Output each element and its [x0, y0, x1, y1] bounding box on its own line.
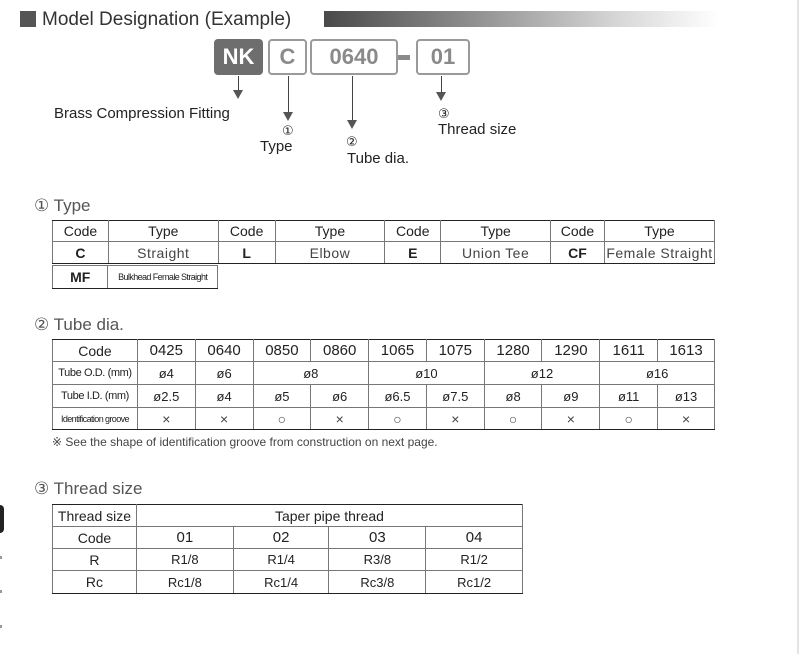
model-part-tube: 0640	[310, 39, 398, 75]
model-part-nk: NK	[214, 39, 263, 75]
model-part-thread: 01	[416, 39, 470, 75]
tube-id-value: ø4	[195, 385, 253, 408]
thread-code: 03	[329, 527, 426, 549]
tube-id-label: Tube I.D. (mm)	[53, 385, 138, 408]
type-name: Bulkhead Female Straight	[108, 266, 218, 289]
type-code: CF	[551, 242, 605, 264]
tube-arrow-icon	[347, 120, 357, 129]
page-title: Model Designation (Example)	[42, 9, 292, 30]
thread-section-title: ③ Thread size	[34, 479, 143, 498]
type-header-code: Code	[218, 221, 275, 242]
type-code: MF	[53, 266, 108, 289]
tube-code: 1611	[600, 340, 658, 362]
type-header-type: Type	[275, 221, 385, 242]
type-name: Female Straight	[604, 242, 714, 264]
thread-head-label: Thread size	[53, 505, 137, 527]
type-header-type: Type	[441, 221, 551, 242]
groove-note: ※ See the shape of identification groove from construction on next page.	[52, 435, 438, 449]
nk-arrow-icon	[233, 90, 243, 99]
thread-rc-value: Rc1/4	[233, 571, 329, 594]
tube-code: 1280	[484, 340, 542, 362]
type-code: L	[218, 242, 275, 264]
type-label: Type	[260, 138, 293, 155]
thread-r-label: R	[53, 549, 137, 571]
tube-id-value: ø7.5	[426, 385, 484, 408]
type-name: Union Tee	[441, 242, 551, 264]
tube-od-value: ø10	[369, 362, 485, 385]
thread-code: 04	[426, 527, 523, 549]
tube-od-value: ø4	[137, 362, 195, 385]
tube-id-value: ø5	[253, 385, 311, 408]
page-edge-fragment	[0, 590, 2, 593]
nk-connector	[238, 76, 239, 90]
tube-id-value: ø6.5	[369, 385, 427, 408]
groove-mark: ○	[600, 408, 658, 430]
tube-code: 0860	[311, 340, 369, 362]
tube-connector	[352, 76, 353, 120]
thread-num: ③	[438, 106, 450, 121]
tube-id-value: ø2.5	[137, 385, 195, 408]
model-part-type: C	[268, 39, 307, 75]
thread-rc-value: Rc1/8	[136, 571, 233, 594]
nk-label: Brass Compression Fitting	[54, 105, 230, 122]
tube-section-title: ② Tube dia.	[34, 315, 124, 334]
tube-code: 0850	[253, 340, 311, 362]
groove-mark: ○	[253, 408, 311, 430]
tube-code: 1075	[426, 340, 484, 362]
tube-id-value: ø8	[484, 385, 542, 408]
type-arrow-icon	[283, 112, 293, 121]
thread-label: Thread size	[438, 121, 517, 138]
type-header-type: Type	[604, 221, 714, 242]
tube-code: 1065	[369, 340, 427, 362]
groove-mark: ×	[195, 408, 253, 430]
tube-id-value: ø6	[311, 385, 369, 408]
type-name: Straight	[108, 242, 218, 264]
tube-num: ②	[346, 134, 358, 149]
page-edge-fragment	[0, 625, 2, 628]
groove-mark: ○	[369, 408, 427, 430]
type-header-type: Type	[108, 221, 218, 242]
tube-od-value: ø6	[195, 362, 253, 385]
thread-r-value: R1/2	[426, 549, 523, 571]
type-code: C	[53, 242, 109, 264]
tube-id-value: ø13	[658, 385, 715, 408]
tube-code: 0640	[195, 340, 253, 362]
tube-code: 1613	[658, 340, 715, 362]
type-num: ①	[282, 123, 294, 138]
header-gradient-bar	[324, 11, 719, 27]
tube-od-value: ø12	[484, 362, 600, 385]
tube-code: 1290	[542, 340, 600, 362]
tube-groove-label: Identification groove	[53, 408, 138, 430]
groove-mark: ×	[542, 408, 600, 430]
groove-mark: ×	[137, 408, 195, 430]
groove-mark: ○	[484, 408, 542, 430]
type-header-code: Code	[551, 221, 605, 242]
thread-rc-label: Rc	[53, 571, 137, 594]
page-border-right	[797, 0, 799, 654]
tube-id-value: ø9	[542, 385, 600, 408]
type-header-code: Code	[53, 221, 109, 242]
type-table-extra	[52, 265, 218, 289]
thread-table	[52, 504, 523, 594]
groove-mark: ×	[311, 408, 369, 430]
page-edge-fragment	[0, 556, 2, 559]
thread-rc-value: Rc3/8	[329, 571, 426, 594]
tube-code-label: Code	[53, 340, 138, 362]
thread-connector	[441, 76, 442, 92]
page-edge-fragment	[0, 505, 4, 533]
tube-code: 0425	[137, 340, 195, 362]
tube-id-value: ø11	[600, 385, 658, 408]
thread-r-value: R1/8	[136, 549, 233, 571]
thread-code: 01	[136, 527, 233, 549]
thread-rc-value: Rc1/2	[426, 571, 523, 594]
thread-arrow-icon	[436, 92, 446, 101]
thread-r-value: R1/4	[233, 549, 329, 571]
type-section-title: ① Type	[34, 196, 91, 215]
thread-r-value: R3/8	[329, 549, 426, 571]
tube-table	[52, 339, 715, 430]
thread-code: 02	[233, 527, 329, 549]
type-header-code: Code	[385, 221, 441, 242]
groove-mark: ×	[426, 408, 484, 430]
type-name: Elbow	[275, 242, 385, 264]
tube-od-value: ø8	[253, 362, 369, 385]
type-code: E	[385, 242, 441, 264]
tube-label: Tube dia.	[347, 150, 409, 167]
type-connector	[288, 76, 289, 112]
tube-od-label: Tube O.D. (mm)	[53, 362, 138, 385]
model-dash	[398, 55, 410, 60]
thread-head-value: Taper pipe thread	[136, 505, 522, 527]
tube-od-value: ø16	[600, 362, 715, 385]
groove-mark: ×	[658, 408, 715, 430]
thread-code-label: Code	[53, 527, 137, 549]
type-table	[52, 220, 715, 264]
header-square-icon	[20, 11, 36, 27]
